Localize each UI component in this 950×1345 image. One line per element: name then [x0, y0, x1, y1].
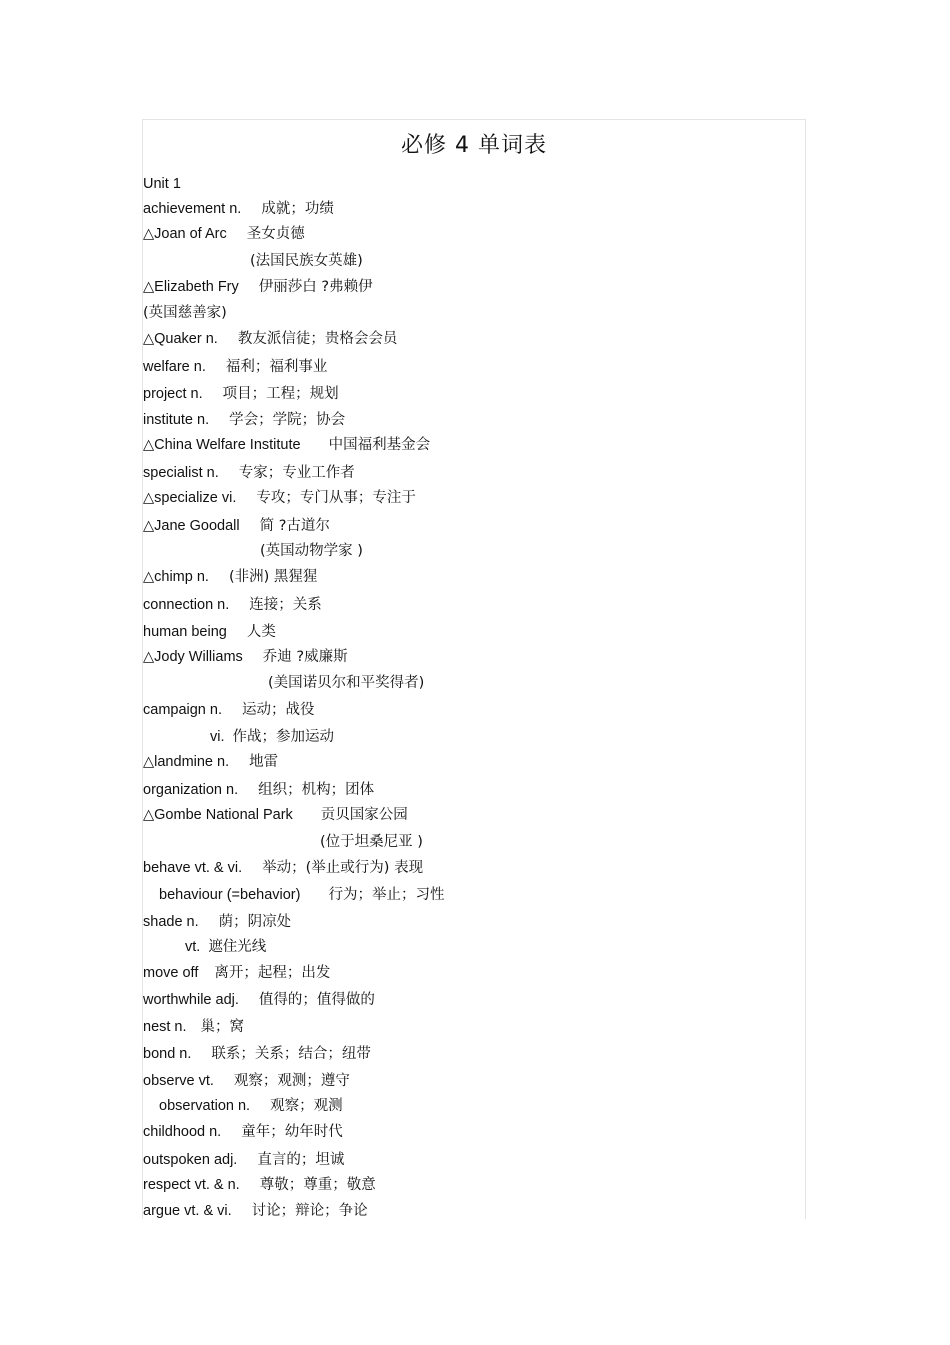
vocab-row	[143, 278, 373, 296]
vocab-row	[185, 938, 266, 956]
vocab-meaning: 行为；举止；习性	[328, 887, 445, 903]
vocab-row	[143, 701, 315, 719]
vocab-row	[143, 568, 317, 586]
vocab-word: behave vt. & vi.	[143, 860, 243, 876]
vocab-row	[143, 1072, 350, 1090]
vocab-meaning: 讨论；辩论；争论	[251, 1203, 368, 1219]
vocab-meaning: 直言的；坦诚	[257, 1152, 345, 1168]
vocab-row	[143, 991, 375, 1009]
vocab-row	[143, 1151, 344, 1169]
vocab-row	[268, 674, 424, 692]
vocab-row	[143, 1018, 244, 1036]
vocab-row	[159, 1097, 343, 1115]
vocab-meaning: 人类	[246, 624, 276, 640]
vocab-meaning: (英国慈善家)	[143, 305, 227, 321]
vocab-row	[143, 464, 355, 482]
vocab-word: institute n.	[143, 412, 210, 428]
vocab-word: organization n.	[143, 782, 239, 798]
vocab-meaning: 作战；参加运动	[232, 729, 334, 745]
vocab-meaning: 专攻；专门从事；专注于	[256, 490, 416, 506]
vocab-row	[143, 304, 227, 322]
vocab-meaning: 巢；窝	[200, 1019, 245, 1035]
vocab-row	[210, 728, 334, 746]
vocab-row	[143, 753, 278, 771]
vocab-meaning: (美国诺贝尔和平奖得者)	[268, 675, 425, 691]
vocab-row	[143, 1202, 368, 1220]
vocab-row	[143, 859, 423, 877]
vocab-word: △Quaker n.	[143, 331, 218, 347]
vocab-meaning: (法国民族女英雄)	[250, 253, 363, 269]
vocab-meaning: 离开；起程；出发	[214, 965, 331, 981]
vocab-meaning: 运动；战役	[242, 702, 315, 718]
vocab-word: worthwhile adj.	[143, 992, 239, 1008]
vocab-meaning: 遮住光线	[208, 939, 267, 955]
vocab-row	[143, 913, 291, 931]
vocab-word: △Joan of Arc	[143, 226, 227, 242]
vocab-meaning: 伊丽莎白 ?弗赖伊	[258, 279, 373, 295]
vocab-row	[250, 252, 363, 270]
vocab-word: respect vt. & n.	[143, 1177, 240, 1193]
vocab-meaning: 中国福利基金会	[328, 437, 431, 453]
vocab-word: vi.	[210, 729, 225, 745]
vocab-word: behaviour (=behavior)	[159, 887, 301, 903]
vocab-meaning: 成就；功绩	[261, 201, 334, 217]
vocab-row	[159, 886, 444, 904]
vocab-meaning: 观察；观测；遵守	[233, 1073, 350, 1089]
vocab-meaning: 教友派信徒；贵格会会员	[237, 331, 398, 347]
vocab-row	[143, 1123, 343, 1141]
vocab-meaning: 简 ?古道尔	[259, 518, 330, 534]
vocab-word: △landmine n.	[143, 754, 230, 770]
vocab-word: observation n.	[159, 1098, 251, 1114]
vocab-meaning: 值得的；值得做的	[258, 992, 375, 1008]
vocab-word: achievement n.	[143, 201, 242, 217]
vocab-row	[143, 1045, 371, 1063]
vocab-meaning: 举动；(举止或行为) 表现	[262, 860, 424, 876]
vocab-word: △Gombe National Park	[143, 807, 293, 823]
vocab-meaning: 学会；学院；协会	[229, 412, 346, 428]
vocab-row	[143, 648, 348, 666]
vocab-row	[143, 225, 305, 243]
vocab-row	[143, 411, 345, 429]
vocab-row	[143, 623, 276, 641]
vocab-meaning: 乔迪 ?威廉斯	[262, 649, 348, 665]
vocab-row	[260, 542, 363, 560]
vocab-row	[143, 517, 330, 535]
vocab-word: △Elizabeth Fry	[143, 279, 239, 295]
vocab-meaning: (非洲) 黑猩猩	[228, 569, 318, 585]
vocab-meaning: 圣女贞德	[246, 226, 305, 242]
vocab-meaning: 观察；观测	[270, 1098, 343, 1114]
vocab-word: vt.	[185, 939, 201, 955]
vocab-word: project n.	[143, 386, 203, 402]
vocab-row	[320, 833, 423, 851]
vocab-row	[143, 1176, 376, 1194]
vocab-word: △Jane Goodall	[143, 518, 240, 534]
vocab-word: △specialize vi.	[143, 490, 237, 506]
vocab-meaning: 荫；阴凉处	[218, 914, 292, 930]
vocab-word: welfare n.	[143, 359, 206, 375]
vocab-word: specialist n.	[143, 465, 219, 481]
vocab-row	[143, 489, 416, 507]
vocab-row	[143, 200, 334, 218]
vocab-row	[143, 385, 339, 403]
vocab-meaning: 童年；幼年时代	[241, 1124, 343, 1140]
vocab-row	[143, 806, 408, 824]
vocab-word: nest n.	[143, 1019, 187, 1035]
vocab-word: outspoken adj.	[143, 1152, 238, 1168]
vocab-meaning: 福利；福利事业	[225, 359, 328, 375]
vocab-meaning: 组织；机构；团体	[258, 782, 375, 798]
vocab-row	[143, 330, 397, 348]
vocab-meaning: 尊敬；尊重；敬意	[259, 1177, 376, 1193]
vocab-word: △Jody Williams	[143, 649, 243, 665]
vocab-meaning: (位于坦桑尼亚 )	[320, 834, 423, 850]
page-title: 必修 4 单词表	[401, 133, 547, 158]
vocab-word: connection n.	[143, 597, 230, 613]
vocab-word: childhood n.	[143, 1124, 222, 1140]
vocab-word: move off	[143, 965, 199, 981]
unit-heading: Unit 1	[143, 176, 181, 192]
vocab-row	[143, 964, 330, 982]
vocab-row	[143, 596, 322, 614]
vocab-row	[143, 358, 327, 376]
vocab-word: shade n.	[143, 914, 199, 930]
vocab-word: human being	[143, 624, 227, 640]
vocab-meaning: 地雷	[249, 754, 279, 770]
vocab-meaning: 联系；关系；结合；纽带	[211, 1046, 371, 1062]
vocab-word: observe vt.	[143, 1073, 214, 1089]
vocab-meaning: 项目；工程；规划	[222, 386, 339, 402]
vocab-meaning: (英国动物学家 )	[260, 543, 363, 559]
vocab-word: △China Welfare Institute	[143, 437, 301, 453]
vocab-row	[143, 781, 374, 799]
vocab-meaning: 专家；专业工作者	[238, 465, 355, 481]
vocab-row	[143, 436, 430, 454]
vocab-word: campaign n.	[143, 702, 222, 718]
vocab-word: △chimp n.	[143, 569, 209, 585]
vocab-word: argue vt. & vi.	[143, 1203, 232, 1219]
vocab-meaning: 贡贝国家公园	[320, 807, 408, 823]
vocab-meaning: 连接；关系	[249, 597, 322, 613]
vocab-word: bond n.	[143, 1046, 192, 1062]
